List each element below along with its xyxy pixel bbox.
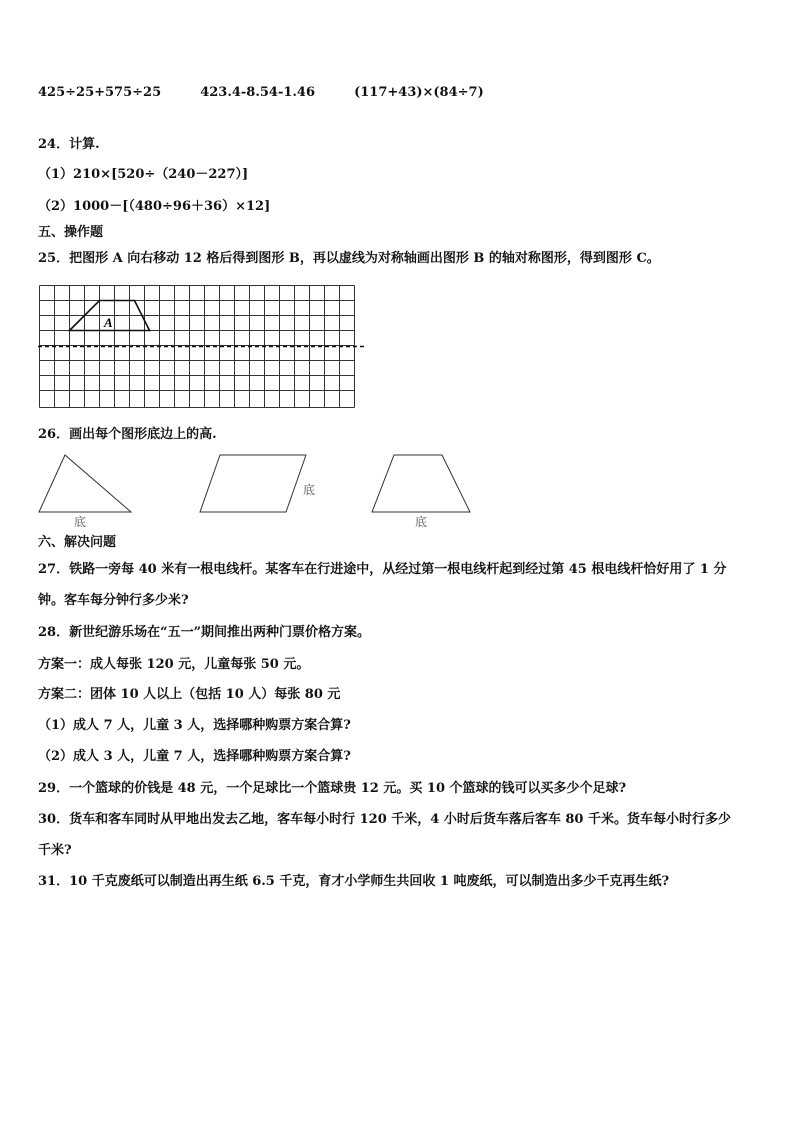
expression-3: (117+43)×(84÷7) [354,85,484,100]
q27-line-2: 钟。客车每分钟行多少米? [38,593,189,608]
q31-text: 31．10 千克废纸可以制造出再生纸 6.5 千克，育才小学师生共回收 1 吨废纸，可以制造出多少千克再生纸? [38,874,670,889]
q25-grid-figure [38,284,368,410]
q30-line-1: 30．货车和客车同时从甲地出发去乙地，客车每小时行 120 千米，4 小时后货车落后客车 80 千米。货车每小时行多少 [38,812,731,827]
triangle-shape [39,455,131,512]
expression-row [38,84,484,102]
q27-line-1: 27．铁路一旁每 40 米有一根电线杆。某客车在行进途中，从经过第一根电线杆起到经过第 45 根电线杆恰好用了 1 分 [38,562,727,577]
q24-item-1: （1）210×[520÷（240－227）] [38,167,249,182]
parallelogram-shape [200,455,306,512]
section-5-heading: 五、操作题 [38,225,104,240]
section-6-heading: 六、解决问题 [38,535,117,550]
trapezoid-shape [372,455,470,512]
q28-plan-2: 方案二：团体 10 人以上（包括 10 人）每张 80 元 [38,687,341,702]
trapezoid-base-label: 底 [415,515,428,529]
shape-a-label: A [104,315,113,330]
expression-2: 423.4-8.54-1.46 [200,85,316,100]
q26-shapes [30,448,480,518]
expression-1: 425÷25+575÷25 [38,85,162,100]
q26-text: 26．画出每个图形底边上的高. [38,427,217,442]
q29-text: 29．一个篮球的价钱是 48 元，一个足球比一个篮球贵 12 元。买 10 个篮球的钱可以买多少个足球? [38,781,627,796]
q28-title: 28．新世纪游乐场在“五一”期间推出两种门票价格方案。 [38,625,371,640]
q30-line-2: 千米? [38,843,72,858]
triangle-base-label: 底 [74,515,87,529]
q28-item-1: （1）成人 7 人，儿童 3 人，选择哪种购票方案合算? [38,718,351,733]
q24-title: 24．计算. [38,137,100,152]
q28-plan-1: 方案一：成人每张 120 元，儿童每张 50 元。 [38,657,310,672]
q28-item-2: （2）成人 3 人，儿童 7 人，选择哪种购票方案合算? [38,749,351,764]
parallelogram-base-label: 底 [303,483,316,497]
q24-item-2: （2）1000－[（480÷96＋36）×12] [38,199,271,214]
q25-text: 25．把图形 A 向右移动 12 格后得到图形 B，再以虚线为对称轴画出图形 B 的轴对称图形，得到图形 C。 [38,251,660,266]
